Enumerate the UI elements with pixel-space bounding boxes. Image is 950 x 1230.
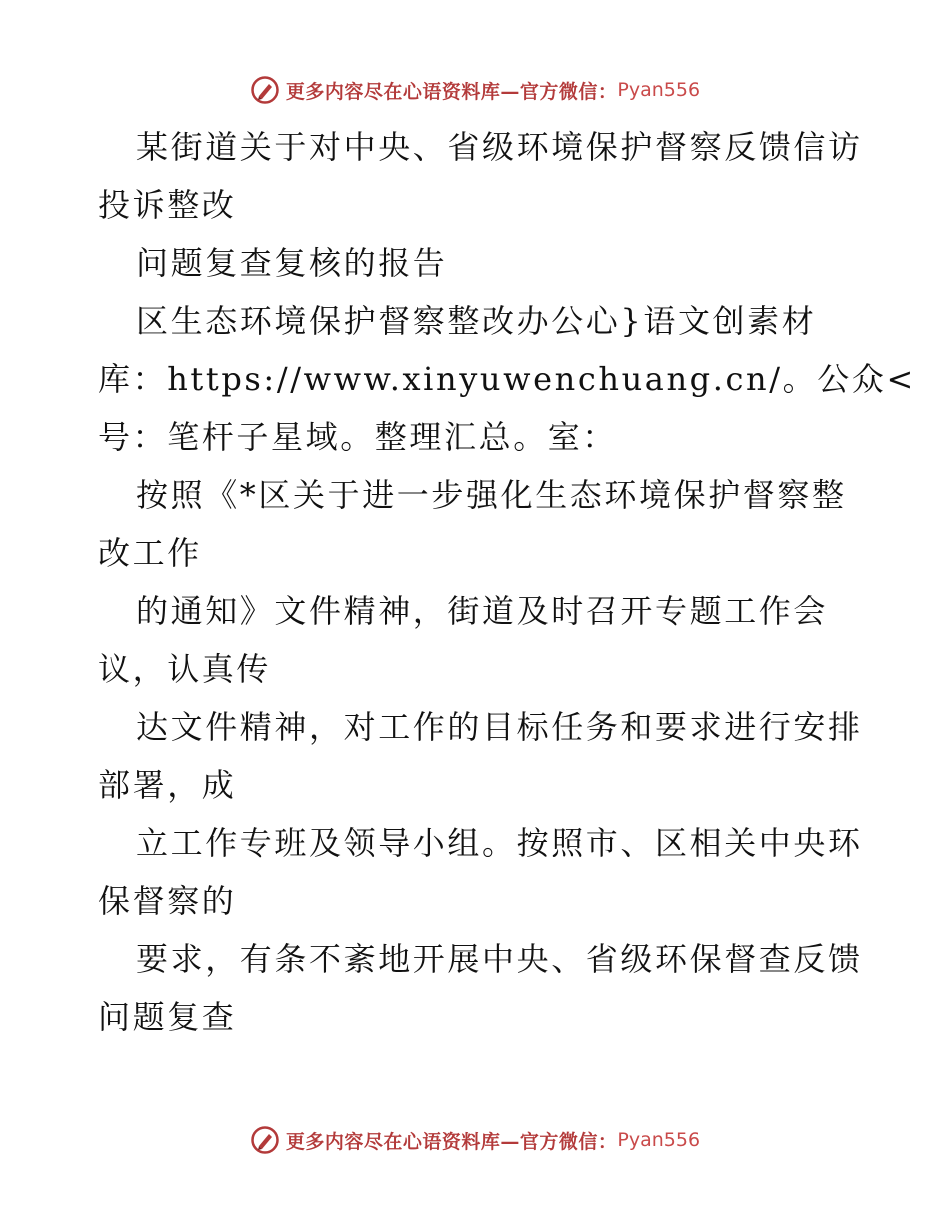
paragraph-line: 问题复查: [98, 998, 237, 1036]
paragraph-line-url: [98, 350, 916, 408]
banner-wechat-id: Pyan556: [617, 1129, 701, 1151]
paragraph-line: 达文件精神，对工作的目标任务和要求进行安排: [136, 708, 863, 746]
pen-logo-icon: [250, 1125, 280, 1155]
banner-text: 更多内容尽在心语资料库—官方微信：: [285, 1130, 618, 1153]
pen-logo-icon: [250, 75, 280, 105]
paragraph-line: 的通知》文件精神，街道及时召开专题工作会: [136, 592, 829, 630]
title-line-2: 投诉整改: [98, 186, 237, 224]
paragraph-line: 保督察的: [98, 882, 237, 920]
banner-wechat-id: Pyan556: [617, 79, 701, 101]
paragraph-line: 区生态环境保护督察整改办公心}语文创素材: [136, 302, 817, 340]
paragraph-line: 议，认真传: [98, 650, 272, 688]
title-line-1: 某街道关于对中央、省级环境保护督察反馈信访: [136, 128, 863, 166]
title-line-3: 问题复查复核的报告: [136, 244, 448, 282]
paragraph-line: 改工作: [98, 534, 202, 572]
header-banner: [0, 70, 950, 110]
document-body: [98, 118, 916, 1046]
paragraph-line: 按照《*区关于进一步强化生态环境保护督察整: [136, 476, 847, 514]
banner-text: 更多内容尽在心语资料库—官方微信：: [285, 80, 618, 103]
paragraph-line: 部署，成: [98, 766, 237, 804]
url-text: 库：https://www.xinyuwenchuang.cn/。公众<: [98, 360, 916, 398]
paragraph-line: 立工作专班及领导小组。按照市、区相关中央环: [136, 824, 863, 862]
paragraph-line: 要求，有条不紊地开展中央、省级环保督查反馈: [136, 940, 863, 978]
footer-banner: [0, 1120, 950, 1160]
paragraph-line: 号：笔杆子星域。整理汇总。室：: [98, 418, 618, 456]
